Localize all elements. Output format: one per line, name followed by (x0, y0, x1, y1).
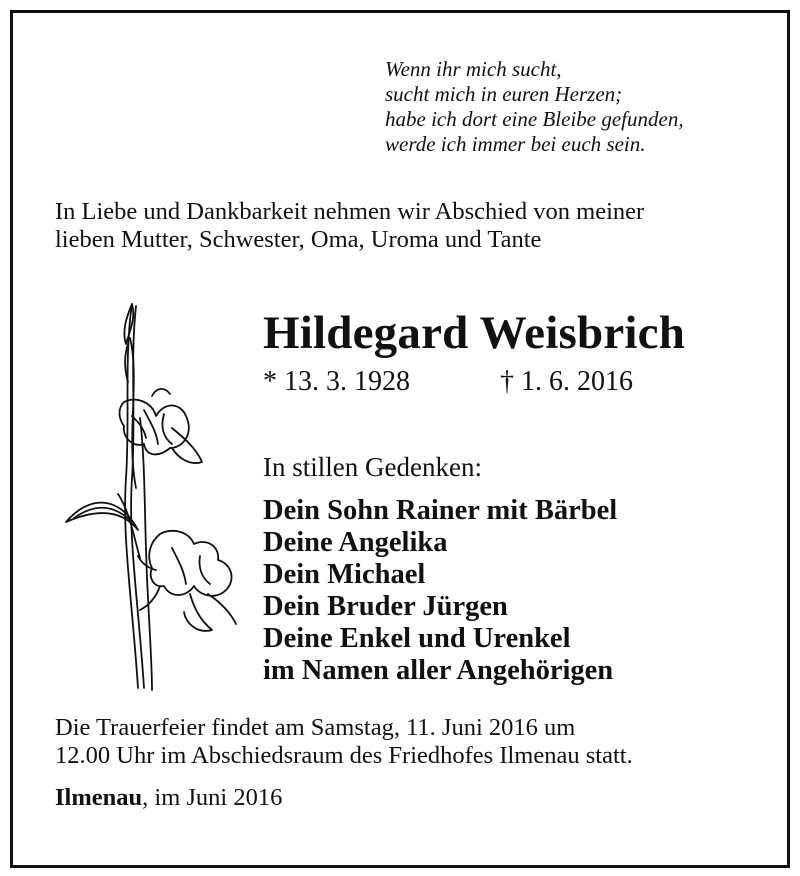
mourner-line: Deine Angelika (263, 527, 448, 558)
place-name: Ilmenau (55, 784, 143, 811)
poem-line: sucht mich in euren Herzen; (385, 82, 623, 106)
mourner-line: Dein Michael (263, 559, 426, 590)
funeral-line: Die Trauerfeier findet am Samstag, 11. Juni 2016 um (55, 714, 576, 741)
mourner-line: im Namen aller Angehörigen (263, 655, 614, 686)
notice-date: , im Juni 2016 (142, 784, 283, 811)
mourner-line: Dein Bruder Jürgen (263, 591, 508, 622)
poem-line: werde ich immer bei euch sein. (385, 132, 646, 156)
birth-date: * 13. 3. 1928 (263, 366, 410, 397)
poem-line: habe ich dort eine Bleibe gefunden, (385, 107, 684, 131)
poem-line: Wenn ihr mich sucht, (385, 57, 562, 81)
death-date: † 1. 6. 2016 (500, 366, 633, 397)
mourner-line: Dein Sohn Rainer mit Bärbel (263, 495, 618, 526)
intro-line: lieben Mutter, Schwester, Oma, Uroma und Tante (55, 226, 542, 253)
mourners-list (263, 495, 617, 687)
life-dates (263, 366, 633, 398)
funeral-info (55, 714, 633, 770)
deceased-name: Hildegard Weisbrich (263, 307, 686, 359)
poem (385, 57, 684, 157)
intro-line: In Liebe und Dankbarkeit nehmen wir Abschied von meiner (55, 198, 645, 225)
funeral-line: 12.00 Uhr im Abschiedsraum des Friedhofes Ilmenau statt. (55, 742, 633, 769)
mourner-line: Deine Enkel und Urenkel (263, 623, 571, 654)
iris-flower-drawing-icon (60, 298, 250, 698)
place-and-date (55, 784, 282, 812)
farewell-intro (55, 198, 644, 254)
mourning-heading: In stillen Gedenken: (263, 452, 482, 482)
